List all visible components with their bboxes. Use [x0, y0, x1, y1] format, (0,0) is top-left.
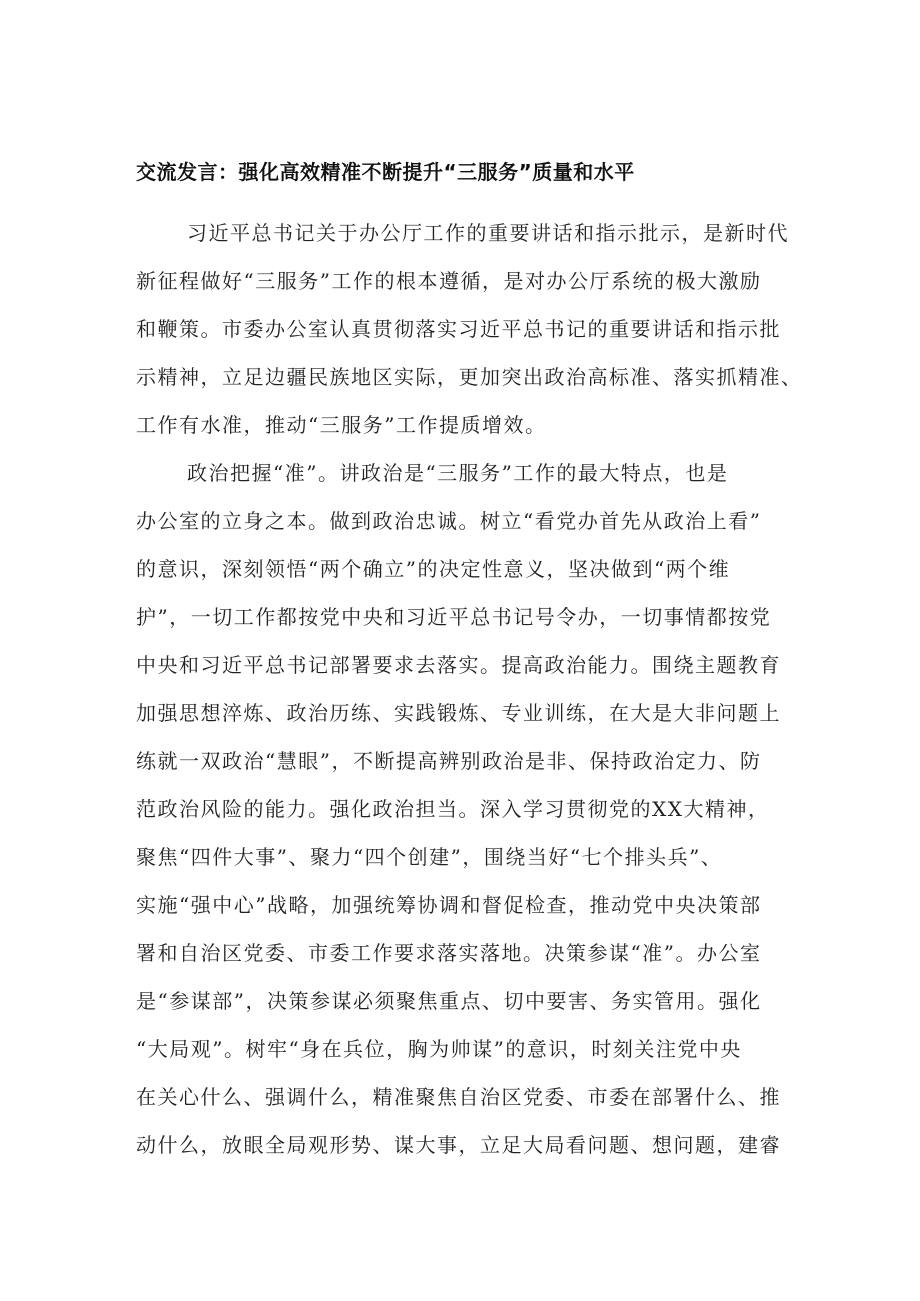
paragraph-2-line-10: 实施“强中心”战略，加强统筹协调和督促检查，推动党中央决策部: [136, 893, 762, 917]
paragraph-1-line-1: 习近平总书记关于办公厅工作的重要讲话和指示批示，是新时代: [187, 221, 789, 245]
paragraph-2-line-8: 范政治风险的能力。强化政治担当。深入学习贯彻党的XX大精神，: [136, 797, 770, 821]
paragraph-2-line-2: 办公室的立身之本。做到政治忠诚。树立“看党办首先从政治上看”: [136, 509, 762, 533]
paragraph-2-line-7: 练就一双政治“慧眼”，不断提高辨别政治是非、保持政治定力、防: [136, 749, 762, 773]
paragraph-2-line-9: 聚焦“四件大事”、聚力“四个创建”，围绕当好“七个排头兵”、: [136, 845, 723, 869]
paragraph-2-line-5: 中央和习近平总书记部署要求去落实。提高政治能力。围绕主题教育: [136, 653, 781, 677]
paragraph-2-line-13: “大局观”。树牢“身在兵位，胸为帅谋”的意识，时刻关注党中央: [136, 1037, 742, 1061]
paragraph-2-line-6: 加强思想淬炼、政治历练、实践锻炼、专业训练，在大是大非问题上: [136, 701, 781, 725]
paragraph-2-line-12: 是“参谋部”，决策参谋必须聚焦重点、切中要害、务实管用。强化: [136, 989, 762, 1013]
paragraph-1-line-5: 工作有水准，推动“三服务”工作提质增效。: [136, 413, 547, 437]
paragraph-1-line-4: 示精神，立足边疆民族地区实际，更加突出政治高标准、落实抓精准、: [136, 365, 803, 389]
document-title: 交流发言：强化高效精准不断提升“三服务”质量和水平: [136, 160, 635, 184]
paragraph-1-line-3: 和鞭策。市委办公室认真贯彻落实习近平总书记的重要讲话和指示批: [136, 317, 781, 341]
paragraph-2-line-4: 护”，一切工作都按党中央和习近平总书记号令办，一切事情都按党: [136, 605, 772, 629]
paragraph-1-line-2: 新征程做好“三服务”工作的根本遵循，是对办公厅系统的极大激励: [136, 269, 762, 293]
paragraph-2-line-3: 的意识，深刻领悟“两个确立”的决定性意义，坚决做到“两个维: [136, 557, 731, 581]
paragraph-2-line-11: 署和自治区党委、市委工作要求落实落地。决策参谋“准”。办公室: [136, 941, 762, 965]
paragraph-2-line-14: 在关心什么、强调什么，精准聚焦自治区党委、市委在部署什么、推: [136, 1085, 781, 1109]
paragraph-2-line-15: 动什么，放眼全局观形势、谋大事，立足大局看问题、想问题，建睿: [136, 1133, 781, 1157]
paragraph-2-line-1: 政治把握“准”。讲政治是“三服务”工作的最大特点，也是: [187, 461, 729, 485]
